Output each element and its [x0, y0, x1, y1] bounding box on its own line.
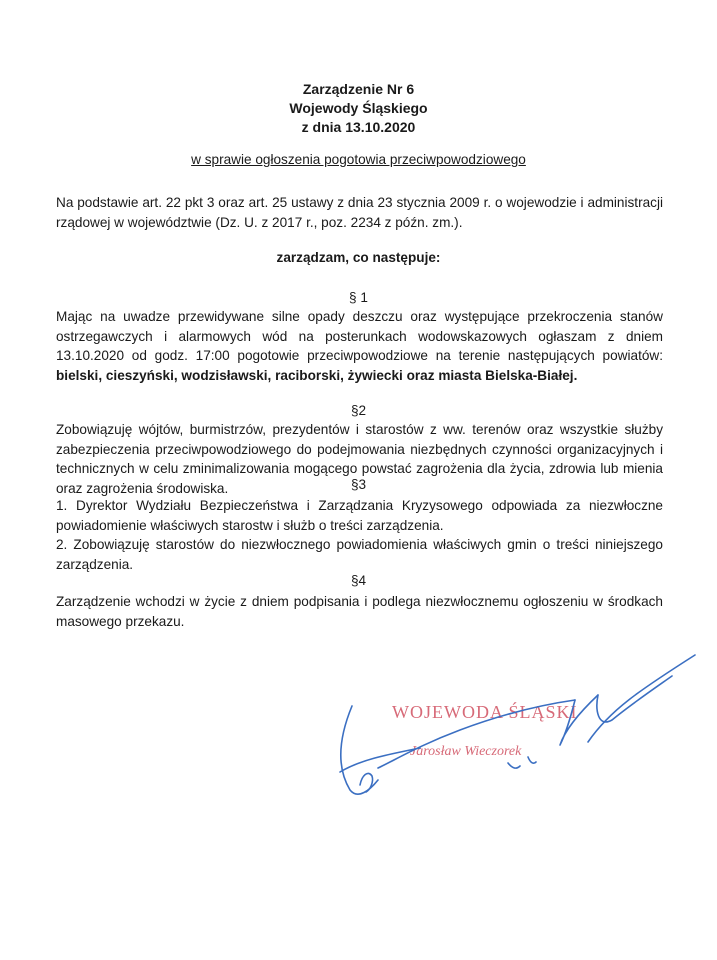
decree-line: zarządzam, co następuje:	[276, 250, 441, 265]
section-3-title: §3	[350, 477, 367, 492]
section-1-bold-text: bielski, cieszyński, wodzisławski, raciborski, żywiecki oraz miasta Bielska-Białej.	[56, 367, 578, 383]
section-2-title: §2	[350, 403, 367, 418]
document-subject: w sprawie ogłoszenia pogotowia przeciwpowodziowego	[191, 152, 526, 167]
header-title: Zarządzenie Nr 6	[302, 81, 415, 97]
preamble-paragraph: Na podstawie art. 22 pkt 3 oraz art. 25 ustawy z dnia 23 stycznia 2009 r. o wojewodzie i administracji rządowej w województwie (Dz. U. z 2017 r., poz. 2234 z późn. zm.).	[56, 195, 663, 230]
section-3-item-2: 2. Zobowiązuję starostów do niezwłocznego powiadomienia właściwych gmin o treści niniejszego zarządzenia.	[56, 537, 663, 572]
section-3-item-1: 1. Dyrektor Wydziału Bezpieczeństwa i Zarządzania Kryzysowego odpowiada za niezwłoczne powiadomienie właściwych starostw i służb o treści zarządzenia.	[56, 498, 663, 533]
section-4-title: §4	[350, 573, 367, 588]
section-4-paragraph: Zarządzenie wchodzi w życie z dniem podpisania i podlega niezwłocznemu ogłoszeniu w środkach masowego przekazu.	[56, 594, 663, 629]
stamp-name: Jarosław Wieczorek	[410, 744, 522, 759]
section-2-paragraph: Zobowiązuję wójtów, burmistrzów, prezydentów i starostów z ww. terenów oraz wszystkie służby zabezpieczenia przeciwpowodziowego do podejmowania niezbędnych czynności organizacyjnych i technicznych w celu zminimalizowania mogącego powstać zagrożenia dla życia, zdrowia lub mienia oraz zagrożenia środowiska.	[56, 422, 663, 496]
official-stamp: WOJEWODA ŚLĄSKI	[392, 702, 578, 722]
section-1-title: § 1	[349, 290, 368, 305]
header-date: z dnia 13.10.2020	[301, 119, 416, 135]
header-issuer: Wojewody Śląskiego	[289, 100, 428, 116]
section-1-text: Mając na uwadze przewidywane silne opady deszczu oraz występujące przekroczenia stanów ostrzegawczych i alarmowych wód na posterunkach wodowskazowych ogłaszam z dniem 13.10.2020 od godz. 17:00 pogotowie przeciwpowodziowe na terenie następujących powiatów:	[56, 309, 663, 363]
